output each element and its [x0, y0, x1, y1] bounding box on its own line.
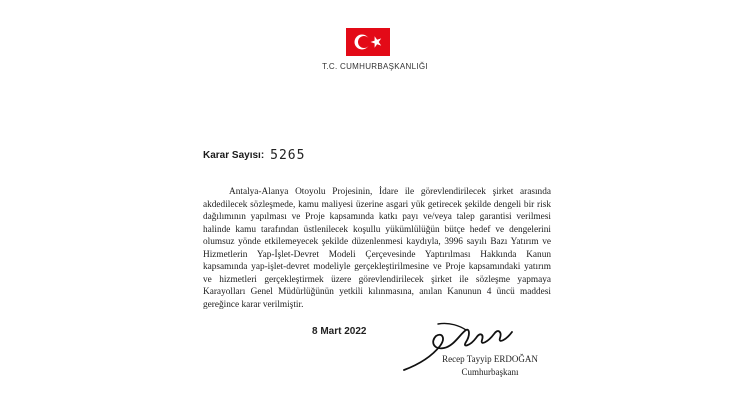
decision-number: 5265 [270, 148, 306, 163]
signer-name: Recep Tayyip ERDOĞAN [442, 354, 538, 364]
decision-label: Karar Sayısı: [203, 150, 265, 161]
decree-date: 8 Mart 2022 [312, 326, 367, 337]
decision-number-row [203, 148, 305, 163]
decree-body-text: Antalya-Alanya Otoyolu Projesinin, İdare ile görevlendirilecek şirket arasında akdedilecek sözleşmede, kamu maliyesi üzerine asgari yük getirecek şekilde dengeli bir risk dağılımının yapılması ve Proje kapsamında katkı payı ve/veya talep garantisi verilmesi halinde kamu tarafından üstlenilecek koşullu yükümlülüğün bütçe hedef ve dengelerini olumsuz yönde etkilemeyecek şekilde düzenlenmesi kaydıyla, 3996 sayılı Bazı Yatırım ve Hizmetlerin Yap-İşlet-Devret Modeli Çerçevesinde Yaptırılması Hakkında Kanun kapsamında yap-işlet-devret modeliyle gerçekleştirilmesine ve Proje kapsamındaki yatırım ve hizmetleri gerçekleştirmek üzere görevlendirilecek şirket ile sözleşme yapmaya Karayolları Genel Müdürlüğünün yetkili kılınmasına, anılan Kanunun 4 üncü maddesi gereğince karar verilmiştir. [203, 187, 551, 310]
signer-title: Cumhurbaşkanı [461, 367, 519, 377]
turkish-flag-icon [346, 28, 390, 56]
presidency-title: T.C. CUMHURBAŞKANLIĞI [322, 62, 428, 71]
